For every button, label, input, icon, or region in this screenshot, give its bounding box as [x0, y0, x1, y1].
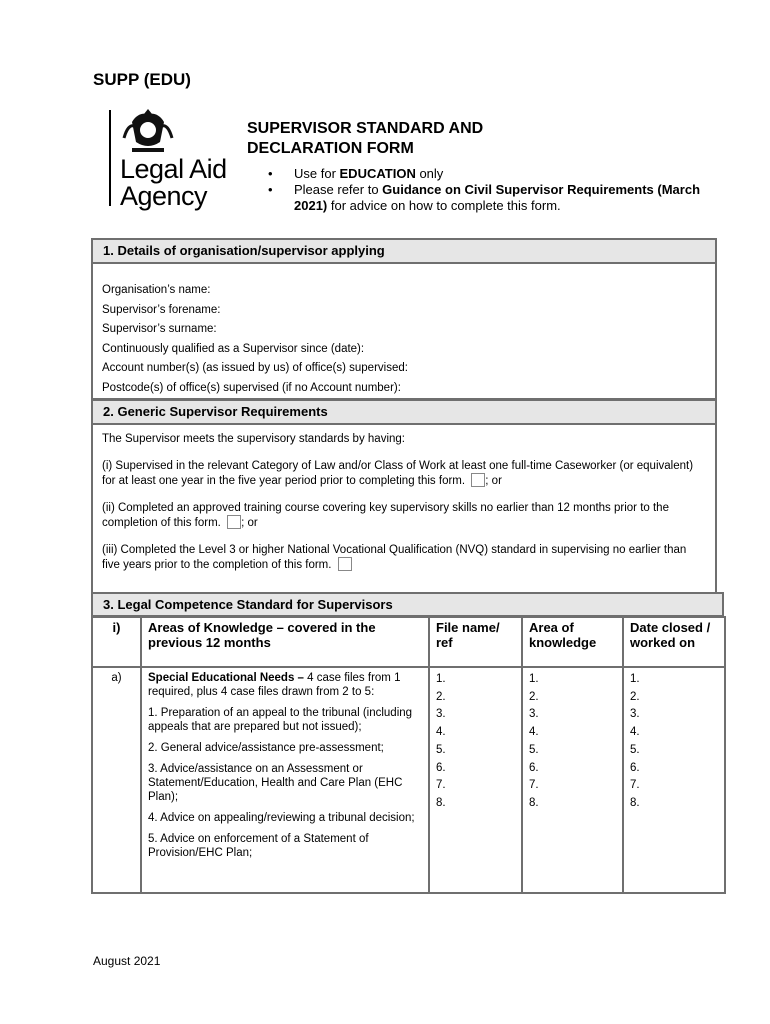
- section2-content: [91, 424, 717, 594]
- logo-divider: [109, 110, 111, 206]
- royal-crest-icon: [122, 108, 174, 156]
- field-qualified-since[interactable]: Continuously qualified as a Supervisor since (date):: [102, 342, 365, 355]
- knowledge-item: 2. General advice/assistance pre-assessment;: [148, 742, 384, 754]
- instruction-bullets: [268, 166, 708, 214]
- knowledge-item: 3. Advice/assistance on an Assessment or Statement/Education, Health and Care Plan (EHC Plan);: [148, 763, 403, 803]
- section1-fields: [91, 263, 717, 400]
- logo-text-line2: Agency: [120, 181, 208, 211]
- file-name-column[interactable]: 1. 2. 3. 4. 5. 6. 7. 8.: [429, 667, 522, 893]
- bullet-guidance: • Please refer to Guidance on Civil Supervisor Requirements (March 2021) for advice on how to complete this form.: [268, 182, 708, 214]
- form-title: [247, 119, 547, 159]
- option-ii-checkbox[interactable]: [227, 515, 241, 529]
- form-title-line2: DECLARATION FORM: [247, 140, 414, 157]
- form-title-line1: SUPERVISOR STANDARD AND: [247, 120, 484, 137]
- knowledge-list: [141, 667, 429, 893]
- section3-heading: 3. Legal Competence Standard for Supervisors: [91, 592, 724, 617]
- header-area-of-knowledge: Area of knowledge: [522, 617, 623, 667]
- footer-date: August 2021: [93, 954, 161, 968]
- field-organisation-name[interactable]: Organisation’s name:: [102, 284, 211, 296]
- field-postcodes[interactable]: Postcode(s) of office(s) supervised (if no Account number):: [102, 381, 401, 394]
- table-row: [92, 667, 725, 893]
- area-of-knowledge-column[interactable]: 1. 2. 3. 4. 5. 6. 7. 8.: [522, 667, 623, 893]
- option-ii: (ii) Completed an approved training course covering key supervisory skills no earlier than 12 months prior to the completion of this form. ; or: [102, 502, 669, 529]
- section2-intro: The Supervisor meets the supervisory standards by having:: [102, 433, 405, 445]
- header-areas-of-knowledge: Areas of Knowledge – covered in the previous 12 months: [141, 617, 429, 667]
- form-code: SUPP (EDU): [93, 70, 191, 89]
- competence-table: [91, 616, 726, 894]
- row-label: a): [92, 667, 141, 893]
- bullet-education-only: • Use for EDUCATION only: [268, 166, 708, 182]
- knowledge-item: 4. Advice on appealing/reviewing a tribunal decision;: [148, 812, 415, 824]
- field-supervisor-forename[interactable]: Supervisor’s forename:: [102, 303, 221, 316]
- field-supervisor-surname[interactable]: Supervisor’s surname:: [102, 323, 217, 335]
- section2-heading: 2. Generic Supervisor Requirements: [91, 399, 717, 425]
- knowledge-item: 5. Advice on enforcement of a Statement of Provision/EHC Plan;: [148, 833, 369, 859]
- option-i: (i) Supervised in the relevant Category of Law and/or Class of Work at least one full-time Caseworker (or equivalent) for at least one year in the five year period prior to completing this form. ; or: [102, 460, 694, 487]
- header-index: i): [92, 617, 141, 667]
- knowledge-lead: Special Educational Needs – 4 case files from 1 required, plus 4 case files drawn from 2 to 5:: [148, 672, 401, 698]
- knowledge-item: 1. Preparation of an appeal to the tribunal (including appeals that are prepared but not issued);: [148, 707, 413, 733]
- table-header-row: [92, 617, 725, 667]
- option-i-checkbox[interactable]: [471, 473, 485, 487]
- field-account-numbers[interactable]: Account number(s) (as issued by us) of office(s) supervised:: [102, 362, 408, 374]
- option-iii-checkbox[interactable]: [338, 557, 352, 571]
- section1-heading: 1. Details of organisation/supervisor applying: [91, 238, 717, 264]
- header-date-closed: Date closed / worked on: [623, 617, 725, 667]
- header-file-name: File name/ ref: [429, 617, 522, 667]
- option-iii: (iii) Completed the Level 3 or higher National Vocational Qualification (NVQ) standard in supervising no earlier than five years prior to the completion of this form.: [102, 544, 687, 571]
- logo-text-line1: Legal Aid: [120, 154, 227, 184]
- date-closed-column[interactable]: 1. 2. 3. 4. 5. 6. 7. 8.: [623, 667, 725, 893]
